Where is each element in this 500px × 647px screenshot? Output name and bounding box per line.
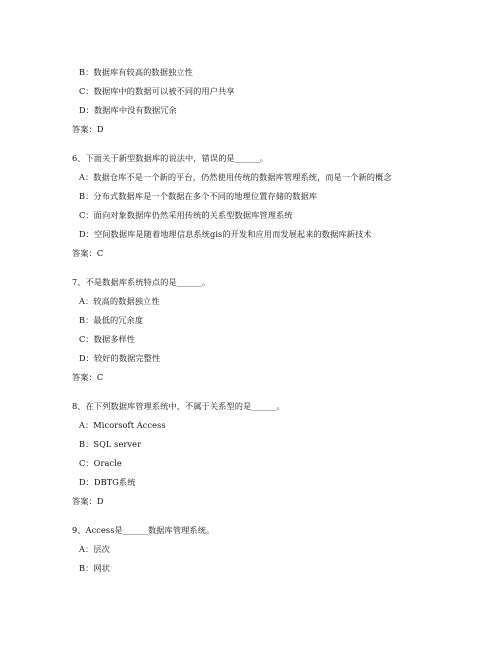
question-8: 8、在下列数据库管理系统中，不属于关系型的是______。 — [72, 401, 285, 411]
option-6a: A：数据仓库不是一个新的平台，仍然使用传统的数据库管理系统，而是一个新的概念 — [79, 172, 392, 182]
question-9: 9、Access是______数据库管理系统。 — [72, 525, 215, 535]
answer-5: 答案：D — [72, 124, 104, 134]
answer-8: 答案：D — [72, 496, 104, 506]
option-7a: A：较高的数据独立性 — [79, 296, 160, 306]
option-6c: C：面向对象数据库仍然采用传统的关系型数据库管理系统 — [79, 210, 293, 220]
option-9a: A：层次 — [79, 544, 110, 554]
option-8a: A：Micorsoft Access — [79, 420, 166, 430]
question-6: 6、下面关于新型数据库的说法中，错误的是______。 — [72, 153, 269, 163]
option-6b: B：分布式数据库是一个数据在多个不同的地理位置存储的数据库 — [79, 191, 318, 201]
answer-7: 答案：C — [72, 372, 104, 382]
option-7c: C：数据多样性 — [79, 334, 136, 344]
option-9b: B：网状 — [79, 563, 110, 573]
option-5c: C：数据库中的数据可以被不同的用户共享 — [79, 86, 235, 96]
option-6d: D：空间数据库是随着地理信息系统gis的开发和应用而发展起来的数据库新技术 — [79, 229, 372, 239]
option-7b: B：最低的冗余度 — [79, 315, 144, 325]
answer-6: 答案：C — [72, 248, 104, 258]
option-8b: B：SQL server — [79, 439, 142, 449]
option-5d: D：数据库中没有数据冗余 — [79, 105, 177, 115]
option-8c: C：Oracle — [79, 458, 122, 468]
option-8d: D：DBTG系统 — [79, 477, 136, 487]
option-7d: D：较好的数据完整性 — [79, 353, 161, 363]
question-7: 7、不是数据库系统特点的是______。 — [72, 277, 211, 287]
option-5b: B：数据库有较高的数据独立性 — [79, 67, 193, 77]
